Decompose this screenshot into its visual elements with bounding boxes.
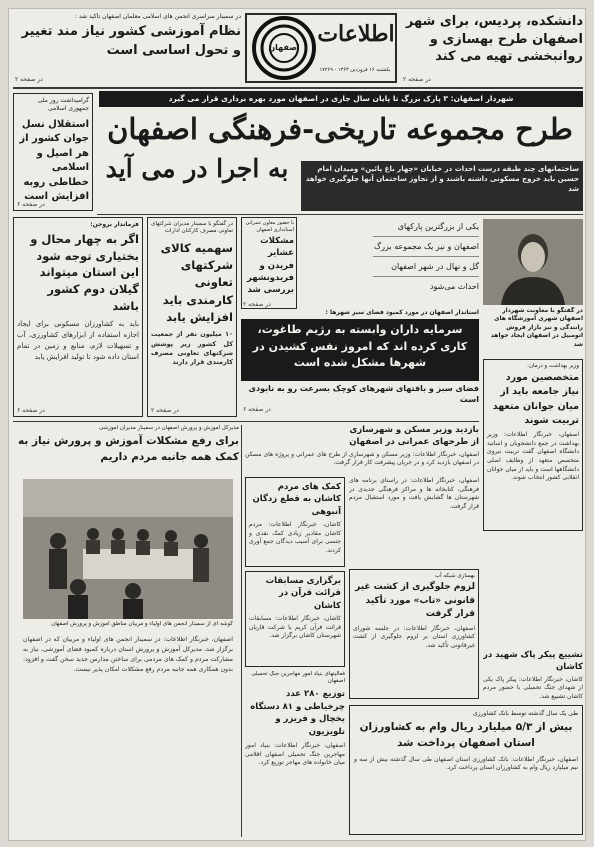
masthead-title: اطلاعات [317,21,395,47]
banner-divider [97,214,583,215]
portrait-caption: در گفتگو با معاونت شهردار اصفهان شهری آموزشگاه های رانندگی و نیز بازار فروش اتومبیل در اصفهان ایجاد خواهد شد [490,307,583,348]
right-mid-body: اصفهان، خبرنگار اطلاعات: در راستای برنامه های فرهنگی، کتابخانه ها و مراکز فرهنگی جدیدی در شهرستان ها گشایش یافت و مورد استقبال مردم قرار گرفت. [349,477,479,511]
lead-intro-text: ساختمانهای چند طبقه درست احداث در خیابان «چهار باغ پائین» ومیدان امام حسین باید خروج مسکونی داشته باشند و از تجاوز ساختمان آنها جلوگیری خواهد شد [305,165,579,194]
top-left-headline: نظام آموزشی کشور نیاز مند تغییر و تحول اساسی است [21,24,241,58]
lead-bullet-4: احداث می‌شود [429,282,479,291]
portrait-figure-icon [483,219,583,305]
newspaper-page [8,8,586,841]
shahr-kicker: استاندار اصفهان در مورد کمبود فضای سبز شهرها : [325,309,479,316]
coop-story [147,217,237,417]
lead-bullet-1: یکی از بزرگترین پارکهای [373,217,479,237]
province-more: در صفحه ۶ [17,407,45,414]
top-right-more: در صفحه ۲ [403,76,431,83]
loans-body: اصفهان، خبرنگار اطلاعات: بانک کشاورزی استان اصفهان طی سال گذشته بیش از سه و نیم میلیارد ریال وام به کشاورزان استان پرداخت کرد. [354,755,578,772]
fereydan-story-real [241,217,297,309]
banner-kicker: شهردار اصفهان: ۳ پارک بزرگ تا پایان سال جاری در اصفهان مورد بهره برداری قرار می گیرد [99,91,583,107]
charkh-story [245,671,345,835]
masthead-divider [13,87,583,89]
coop-body: ۱۰ میلیون نفر از جمعیت کل کشور زیر پوشش شرکتهای تعاونی مصرف کارمندی قرار دارند [151,330,233,367]
province-kicker: فرماندار بروجن: [90,221,139,228]
shahr-box [241,319,479,381]
mid-divider [13,421,479,422]
shahr-sub: فضای سبز و بافتهای شهرهای کوچک بسرعت رو به نابودی است [248,384,479,405]
charkh-kicker: فعالیتهای بنیاد امور مهاجرین جنگ تحمیلی اصفهان [251,671,345,685]
loans-headline: بیش از ۵/۳ میلیارد ریال وام به کشاورزان استان اصفهان پرداخت شد [359,721,573,749]
charkh-headline: توزیع ۲۸۰ عدد چرخیاطی و ۸۱ دستگاه یخچال و فریزر و تلویزیون [250,688,345,738]
edu-kicker: مدیرکل آموزش و پرورش اصفهان در سمینار مدیران آموزشی [98,425,239,431]
coop-more: در صفحه ۲ [151,407,179,414]
edu-photo-caption: گوشه ای از سمینار انجمن های اولیاء و مربیان مناطق آموزش و پرورش اصفهان [51,621,233,627]
youth-headline: متخصصین مورد نیاز جامعه باید از میان جوانان متعهد تربیت شوند [492,372,579,426]
province-body: باید به کشاورزان مسکونی برای ایجاد اجازه استفاده از ابزارهای کشاورزی، آب و تسهیلات لازم، منابع و زمین در تمام استان داده شود تا تولید افزایش یابد [17,320,139,361]
bank-body: کاشان، خبرنگار اطلاعات: پیکر پاک یکی از شهدای جنگ تحمیلی با حضور مردم کاشان تشییع شد. [483,675,583,700]
top-left-story [13,13,241,85]
loans-story [349,705,583,835]
shahr-more: در صفحه ۶ [243,406,271,413]
left-sidebar-story [13,93,93,211]
youth-body: اصفهان، خبرنگار اطلاعات: وزیر بهداشت در جمع دانشجویان و اساتید دانشگاه اصفهان گفت تربیت نیروی متخصص متعهد از وظایف اصلی دانشگاهها است و باید از میان جوانان انقلابی کشور انتخاب شوند. [487,431,579,482]
left-sidebar-kicker: گرامیداشت روز ملی جمهوری اسلامی [37,97,89,113]
agri-headline: از طرحهای عمرانی در اصفهان [349,436,479,447]
lead-intro [301,161,583,211]
portrait-photo [483,219,583,305]
left-sidebar-headline: استقلال نسل جوان کشور از هر اصیل و اسلامی خطاطی روبه افزایش است [19,118,89,203]
agri-body: اصفهان، خبرنگار اطلاعات: وزیر مسکن و شهرسازی از طرح های عمرانی و پروژه های مسکن در اصفهان بازدید کرد و در جریان پیشرفت کار قرار گرفت. [245,450,479,467]
kashan-story [245,477,345,567]
agri-kicker: بازدید وزیر مسکن و شهرسازی [349,425,479,435]
fereydan-headline: مشکلات عشایر فریدن و فریدونشهر بررسی شد [247,236,294,296]
province-headline: اگر به چهار محال و بختیاری توجه شود این استان میتواند گیلان دوم کشور باشد [30,232,139,313]
edu-photo-scene-icon [23,479,233,619]
quran-headline: برگزاری مسابقات قرائت قرآن در کاشان [265,576,341,611]
quran-body: کاشان، خبرنگار اطلاعات: مسابقات قرائت قرآن کریم با شرکت قاریان شهرستان کاشان برگزار شد. [249,614,341,640]
flood-body: اصفهان، خبرنگار اطلاعات: در جلسه شورای کشاورزی استان بر لزوم جلوگیری از کشت غیرقانونی تأکید شد. [353,624,475,649]
flood-headline: لزوم جلوگیری از کشت غیر قانونی «تاب» مورد تأکید قرار گرفت [355,582,475,619]
flood-kicker: بهسازی شبکه آب [434,573,475,579]
coop-kicker: در گفتگو با سمینار مدیران شرکتهای تعاونی مصرف کارکنان ادارات [151,221,233,235]
kashan-body: کاشان، خبرنگار اطلاعات: مردم کاشان مقادیر زیادی کمک نقدی و جنسی برای آسیب دیدگان جمع آوری کردند. [249,520,341,554]
col-divider-1 [241,425,242,837]
loans-kicker: طی یک سال گذشته توسط بانک کشاورزی [473,710,578,717]
right-mid-text [349,477,479,567]
top-right-story [401,13,583,85]
youth-story [483,359,583,531]
charkh-body: اصفهان، خبرنگار اطلاعات: بنیاد امور مهاجرین جنگ تحمیلی اصفهان اقلامی میان خانواده های مهاجر توزیع کرد. [245,741,345,767]
agri-story [245,425,479,473]
masthead-box [245,13,397,83]
bank-headline: تشییع پیکر پاک شهید در کاشان [483,650,583,673]
masthead-date: یکشنبه ۱۶ فروردین ۱۳۶۳ - ۱۷۲۶۹ [319,67,391,73]
lead-bullets [373,217,479,297]
fereydan-more: در صفحه ۲ [243,301,271,308]
top-right-headline: دانشکده، پردیس، برای شهر اصفهان طرح بهسازی و روانبخشی تهیه می کند [405,14,583,65]
fereydan-kicker: با حضور معاون عمرانی استانداری اصفهان [245,220,294,233]
kashan-headline: کمک های مردم کاشان به قطع زدگان آنبوهی [252,482,341,517]
coop-headline: سهمیه کالای شرکتهای تعاونی کارمندی باید افزایش یابد [160,240,233,324]
flood-story [349,569,479,699]
top-left-more: در صفحه ۲ [15,76,43,83]
edu-body: اصفهان، خبرنگار اطلاعات: در سمینار انجمن های اولیاء و مربیان که در اصفهان برگزار شد، مدیرکل آموزش و پرورش استان درباره کمبود فضای آموزشی، نیاز به مشارکت مردم و کمک های مردمی برای ساختن مدارس جدید سخن گفت و افزود: بدون همکاری همه جانبه مردم رفع مشکلات امکان پذیر نیست. [23,636,233,673]
masthead-edition: اصفهان [268,43,300,52]
left-sidebar-more: در صفحه ۶ [17,201,45,208]
edu-headline: برای رفع مشکلات آموزش و پرورش نیاز به کمک همه جانبه مردم داریم [18,435,239,463]
quran-story [245,571,345,667]
lead-bullet-2: اصفهان و نیز یک مجموعه بزرگ [373,237,479,257]
province-story [13,217,143,417]
youth-kicker: وزیر بهداشت و درمان: [527,363,579,369]
top-left-kicker: در سمینار سراسری انجمن های اسلامی معلمان اصفهان تأکید شد : [74,13,241,20]
banner-headline-1: طرح مجموعه تاریخی-فرهنگی اصفهان [107,112,573,146]
shahr-headline: سرمایه داران وابسته به رژیم طاغوت، کاری کرده اند که امروز نفس کشیدن در شهرها مشکل شده است [252,323,468,369]
banner-headline-2: به اجرا در می آید [105,154,289,183]
edu-photo [23,479,233,619]
lead-bullet-3: گل و نهال در شهر اصفهان [373,257,479,277]
bank-story [483,649,583,705]
